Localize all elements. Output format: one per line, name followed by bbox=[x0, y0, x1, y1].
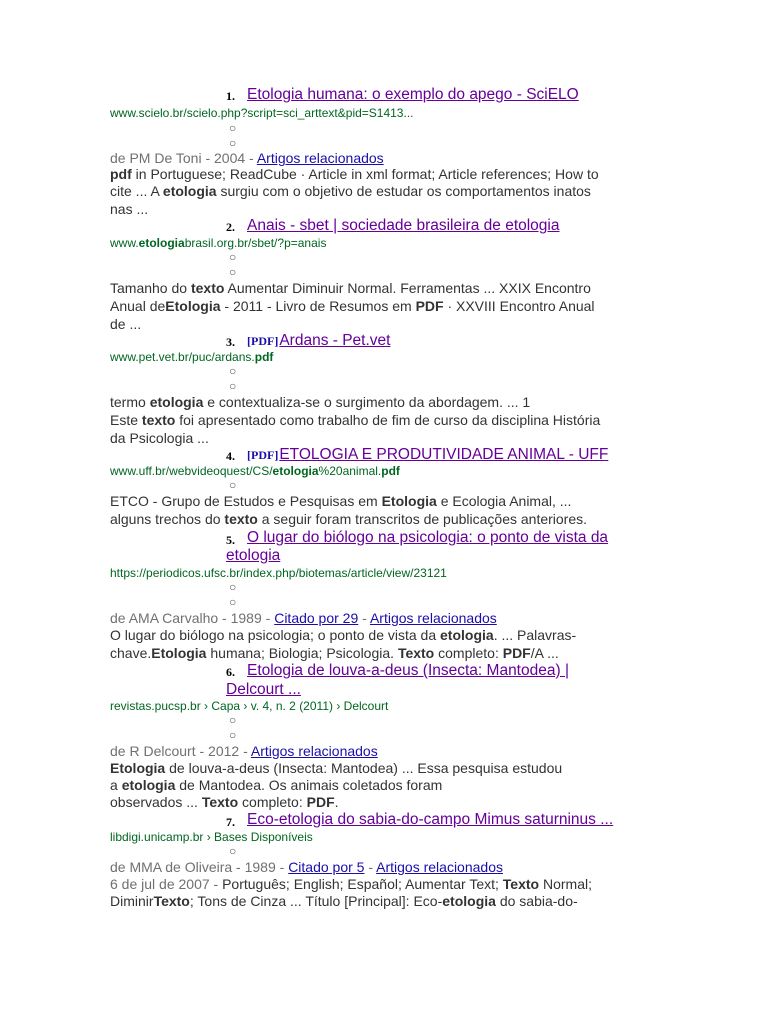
snippet-date: 6 de jul de 2007 - bbox=[110, 876, 223, 892]
result-snippet-line: ETCO - Grupo de Estudos e Pesquisas em Etologia e Ecologia Animal, ... bbox=[110, 493, 572, 509]
result-bullet: ○ bbox=[229, 379, 237, 393]
result-number: 6. bbox=[226, 665, 235, 679]
result-url: https://periodicos.ufsc.br/index.php/biotemas/article/view/23121 bbox=[110, 566, 447, 580]
result-snippet-line: Tamanho do texto Aumentar Diminuir Normal. Ferramentas ... XXIX Encontro bbox=[110, 280, 591, 296]
result-bullet: ○ bbox=[229, 136, 237, 150]
url-part: www.uff.br/webvideoquest/CS/ bbox=[110, 464, 273, 478]
url-part: www. bbox=[110, 236, 139, 250]
result-meta bbox=[110, 859, 503, 875]
result-snippet-line: a etologia de Mantodea. Os animais coletados foram bbox=[110, 777, 443, 793]
result-title-link[interactable]: Eco-etologia do sabia-do-campo Mimus saturninus ... bbox=[247, 811, 614, 828]
result-title-link[interactable]: Ardans - Pet.vet bbox=[279, 332, 391, 349]
result-bullet: ○ bbox=[229, 265, 237, 279]
url-highlight: etologia bbox=[138, 236, 185, 250]
related-articles-link[interactable]: Artigos relacionados bbox=[376, 859, 503, 875]
result-bullet: ○ bbox=[229, 364, 237, 378]
result-snippet-line: alguns trechos do texto a seguir foram transcritos de publicações anteriores. bbox=[110, 511, 588, 527]
result-snippet-line: pdf in Portuguese; ReadCube · Article in xml format; Article references; How to bbox=[110, 166, 599, 182]
result-title-link[interactable]: Etologia humana: o exemplo do apego - SciELO bbox=[247, 86, 579, 103]
result-snippet-line: Este texto foi apresentado como trabalho de fim de curso da disciplina História bbox=[110, 412, 601, 428]
meta-author-year: de MMA de Oliveira - 1989 - bbox=[110, 859, 289, 875]
result-meta bbox=[110, 150, 384, 166]
result-number: 2. bbox=[226, 220, 235, 234]
cited-by-link[interactable]: Citado por 29 bbox=[274, 610, 359, 626]
result-title-link-continued[interactable]: Delcourt ... bbox=[226, 681, 301, 698]
result-snippet-line: Etologia de louva-a-deus (Insecta: Mantodea) ... Essa pesquisa estudou bbox=[110, 760, 563, 776]
result-title-link[interactable]: ETOLOGIA E PRODUTIVIDADE ANIMAL - UFF bbox=[279, 446, 609, 463]
result-bullet: ○ bbox=[229, 250, 237, 264]
meta-separator: - bbox=[358, 610, 370, 626]
related-articles-link[interactable]: Artigos relacionados bbox=[250, 743, 378, 759]
pdf-tag: [PDF] bbox=[247, 448, 279, 462]
result-number: 3. bbox=[226, 335, 235, 349]
result-bullet: ○ bbox=[229, 713, 237, 727]
pdf-tag: [PDF] bbox=[247, 334, 279, 348]
result-meta bbox=[110, 743, 378, 759]
result-snippet-line: DiminirTexto; Tons de Cinza ... Título [Principal]: Eco-etologia do sabia-do- bbox=[110, 893, 578, 909]
meta-author-year: de AMA Carvalho - 1989 - bbox=[110, 610, 275, 626]
result-url bbox=[110, 350, 273, 364]
result-url: revistas.pucsp.br › Capa › v. 4, n. 2 (2011) › Delcourt bbox=[110, 699, 389, 713]
result-snippet-line: 6 de jul de 2007 - Português; English; Español; Aumentar Text; Texto Normal; bbox=[110, 876, 592, 892]
result-snippet-line: observados ... Texto completo: PDF. bbox=[110, 794, 339, 810]
result-url bbox=[110, 236, 326, 250]
url-part: www.pet.vet.br/puc/ardans. bbox=[110, 350, 255, 364]
meta-separator: - bbox=[364, 859, 377, 875]
result-url: www.scielo.br/scielo.php?script=sci_arttext&pid=S1413... bbox=[110, 106, 414, 120]
result-snippet-line: cite ... A etologia surgiu com o objetivo de estudar os comportamentos inatos bbox=[110, 183, 591, 199]
result-bullet: ○ bbox=[229, 478, 237, 492]
result-snippet-line: de ... bbox=[110, 316, 142, 332]
related-articles-link[interactable]: Artigos relacionados bbox=[369, 610, 497, 626]
result-snippet-line: da Psicologia ... bbox=[110, 430, 209, 446]
url-highlight: pdf bbox=[381, 464, 400, 478]
result-snippet-line: chave.Etologia humana; Biologia; Psicologia. Texto completo: PDF/A ... bbox=[110, 645, 559, 661]
result-meta bbox=[110, 610, 497, 626]
result-title-link[interactable]: Anais - sbet | sociedade brasileira de etologia bbox=[247, 217, 560, 234]
result-bullet: ○ bbox=[229, 580, 237, 594]
cited-by-link[interactable]: Citado por 5 bbox=[288, 859, 365, 875]
result-number: 5. bbox=[226, 533, 235, 547]
meta-author-year: de R Delcourt - 2012 - bbox=[110, 743, 251, 759]
result-snippet-line: nas ... bbox=[110, 201, 149, 217]
result-number: 4. bbox=[226, 449, 235, 463]
result-url bbox=[110, 464, 400, 478]
related-articles-link[interactable]: Artigos relacionados bbox=[256, 150, 384, 166]
result-bullet: ○ bbox=[229, 728, 237, 742]
url-highlight: pdf bbox=[254, 350, 274, 364]
result-snippet-line: termo etologia e contextualiza-se o surgimento da abordagem. ... 1 bbox=[110, 394, 531, 410]
url-part: brasil.org.br/sbet/?p=anais bbox=[184, 236, 327, 250]
result-title-link-continued[interactable]: etologia bbox=[226, 547, 281, 564]
result-title-link[interactable]: O lugar do biólogo na psicologia: o ponto de vista da bbox=[247, 529, 609, 546]
result-bullet: ○ bbox=[229, 121, 237, 135]
result-snippet-line: Anual deEtologia - 2011 - Livro de Resumos em PDF · XXVIII Encontro Anual bbox=[110, 298, 595, 314]
result-number: 7. bbox=[226, 815, 235, 829]
result-snippet-line: O lugar do biólogo na psicologia; o ponto de vista da etologia. ... Palavras- bbox=[110, 627, 577, 643]
result-title-link[interactable]: Etologia de louva-a-deus (Insecta: Mantodea) | bbox=[247, 662, 569, 679]
url-part: %20animal. bbox=[318, 464, 382, 478]
meta-author-year: de PM De Toni - 2004 - bbox=[110, 150, 257, 166]
result-bullet: ○ bbox=[229, 844, 237, 858]
result-number: 1. bbox=[226, 89, 235, 103]
result-bullet: ○ bbox=[229, 595, 237, 609]
result-title-row bbox=[247, 332, 390, 350]
result-title-row bbox=[247, 446, 608, 464]
result-url: libdigi.unicamp.br › Bases Disponíveis bbox=[110, 830, 313, 844]
url-highlight: etologia bbox=[272, 464, 319, 478]
